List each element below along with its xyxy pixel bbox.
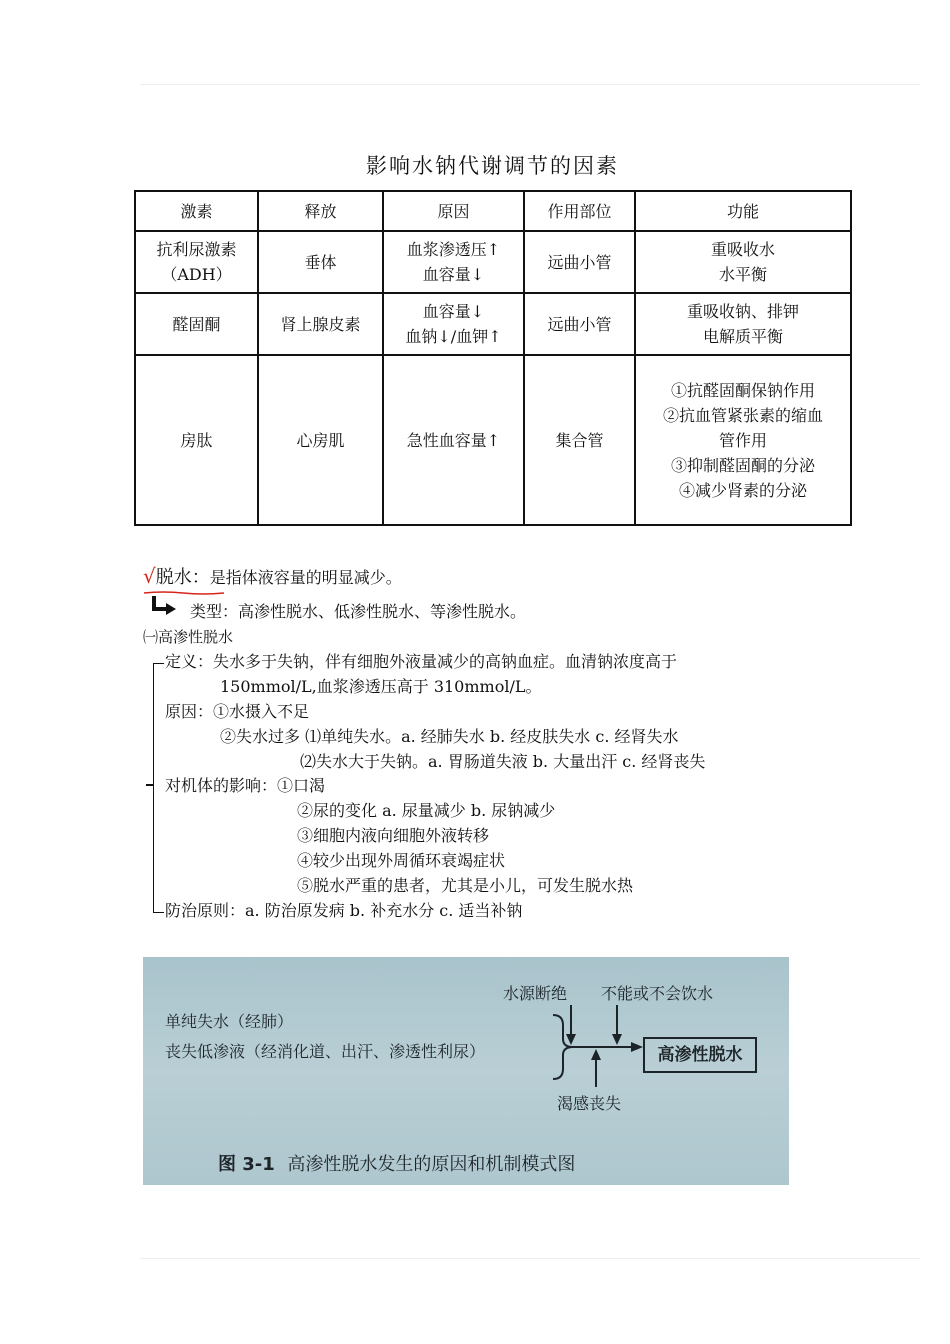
prevention-line: 防治原则：a. 防治原发病 b. 补充水分 c. 适当补钠	[165, 901, 523, 920]
effect-line-1: 对机体的影响：①口渴	[165, 776, 326, 795]
mechanism-figure	[143, 957, 789, 1185]
dehydration-definition: 是指体液容量的明显减少。	[209, 568, 402, 587]
table-row-aldosterone	[135, 293, 851, 355]
cell-function	[635, 355, 851, 525]
cell-release: 心房肌	[258, 355, 383, 525]
header-site: 作用部位	[524, 191, 635, 231]
check-mark-icon: √	[143, 564, 156, 588]
cell-site: 远曲小管	[524, 231, 635, 293]
header-cause: 原因	[383, 191, 524, 231]
cell-line: ②抗血管紧张素的缩血	[662, 405, 823, 425]
cause-line-1: 原因：①水摄入不足	[165, 702, 310, 721]
cause-line-3: ⑵失水大于失钠。a. 胃肠道失液 b. 大量出汗 c. 经肾丧失	[300, 752, 706, 771]
cell-line: ①抗醛固酮保钠作用	[670, 380, 815, 400]
page-top-rule	[140, 84, 920, 85]
cell-release: 肾上腺皮素	[258, 293, 383, 355]
effect-line-3: ③细胞内液向细胞外液转移	[297, 826, 490, 845]
page-bottom-rule	[140, 1258, 920, 1259]
page-title: 影响水钠代谢调节的因素	[366, 154, 619, 178]
effect-line-4: ④较少出现外周循环衰竭症状	[297, 851, 506, 870]
figure-input-1: 单纯失水（经肺）	[165, 1012, 294, 1031]
cell-line: （ADH）	[161, 265, 232, 284]
table-header-row	[135, 191, 851, 231]
cell-line: 房肽	[180, 430, 213, 450]
cell-line: ④减少肾素的分泌	[678, 480, 807, 500]
figure-caption-number: 图 3-1	[218, 1154, 275, 1175]
cell-line: ③抑制醛固酮的分泌	[670, 455, 815, 475]
cell-hormone	[135, 231, 258, 293]
types-line: 类型：高渗性脱水、低渗性脱水、等渗性脱水。	[190, 602, 527, 621]
figure-input-2: 丧失低渗液（经消化道、出汗、渗透性利尿）	[165, 1042, 486, 1061]
factors-table	[134, 190, 852, 526]
cell-line: 血容量↓	[422, 265, 485, 284]
figure-caption	[218, 1150, 575, 1176]
figure-caption-text: 高渗性脱水发生的原因和机制模式图	[287, 1154, 576, 1175]
cell-cause	[383, 355, 524, 525]
cell-line: 水平衡	[718, 265, 767, 284]
cell-site: 集合管	[524, 355, 635, 525]
cell-line: 管作用	[718, 430, 767, 450]
cell-line: 电解质平衡	[702, 327, 783, 346]
cell-cause	[383, 231, 524, 293]
cell-line: 重吸收水	[710, 240, 775, 259]
cell-cause	[383, 293, 524, 355]
arrow-right-icon	[166, 603, 176, 615]
figure-label-thirst-loss: 渴感丧失	[557, 1094, 622, 1113]
cause-line-2: ②失水过多 ⑴单纯失水。a. 经肺失水 b. 经皮肤失水 c. 经肾失水	[220, 727, 679, 746]
table-row-anp	[135, 355, 851, 525]
table-row-adh	[135, 231, 851, 293]
dehydration-term: 脱水：	[155, 567, 210, 588]
cell-line: 醛固酮	[172, 314, 221, 334]
cell-line: 急性血容量↑	[406, 430, 501, 450]
cell-line: 血浆渗透压↑	[406, 240, 501, 259]
effect-line-2: ②尿的变化 a. 尿量减少 b. 尿钠减少	[297, 801, 556, 820]
header-hormone: 激素	[135, 191, 258, 231]
cell-function	[635, 293, 851, 355]
cell-line: 血容量↓	[422, 302, 485, 321]
cell-line: 血钠↓/血钾↑	[405, 327, 502, 346]
header-release: 释放	[258, 191, 383, 231]
cell-hormone	[135, 293, 258, 355]
definition-line-1: 定义：失水多于失钠，伴有细胞外液量减少的高钠血症。血清钠浓度高于	[165, 652, 678, 671]
header-function: 功能	[635, 191, 851, 231]
cell-line: 重吸收钠、排钾	[686, 302, 799, 321]
cell-release: 垂体	[258, 231, 383, 293]
section-high-osmotic: ㈠高渗性脱水	[143, 628, 234, 646]
definition-line-2: 150mmol/L,血浆渗透压高于 310mmol/L。	[220, 677, 542, 696]
dehydration-heading	[143, 565, 402, 589]
figure-label-water-source: 水源断绝	[503, 984, 568, 1003]
cell-function	[635, 231, 851, 293]
effect-line-5: ⑤脱水严重的患者，尤其是小儿，可发生脱水热	[297, 876, 634, 895]
cell-line: 抗利尿激素	[156, 240, 237, 259]
figure-label-cannot-drink: 不能或不会饮水	[601, 984, 714, 1003]
bracket-tick	[146, 784, 154, 786]
cell-hormone	[135, 355, 258, 525]
figure-result-box: 高渗性脱水	[643, 1037, 757, 1073]
bracket-line	[153, 663, 164, 913]
cell-site: 远曲小管	[524, 293, 635, 355]
